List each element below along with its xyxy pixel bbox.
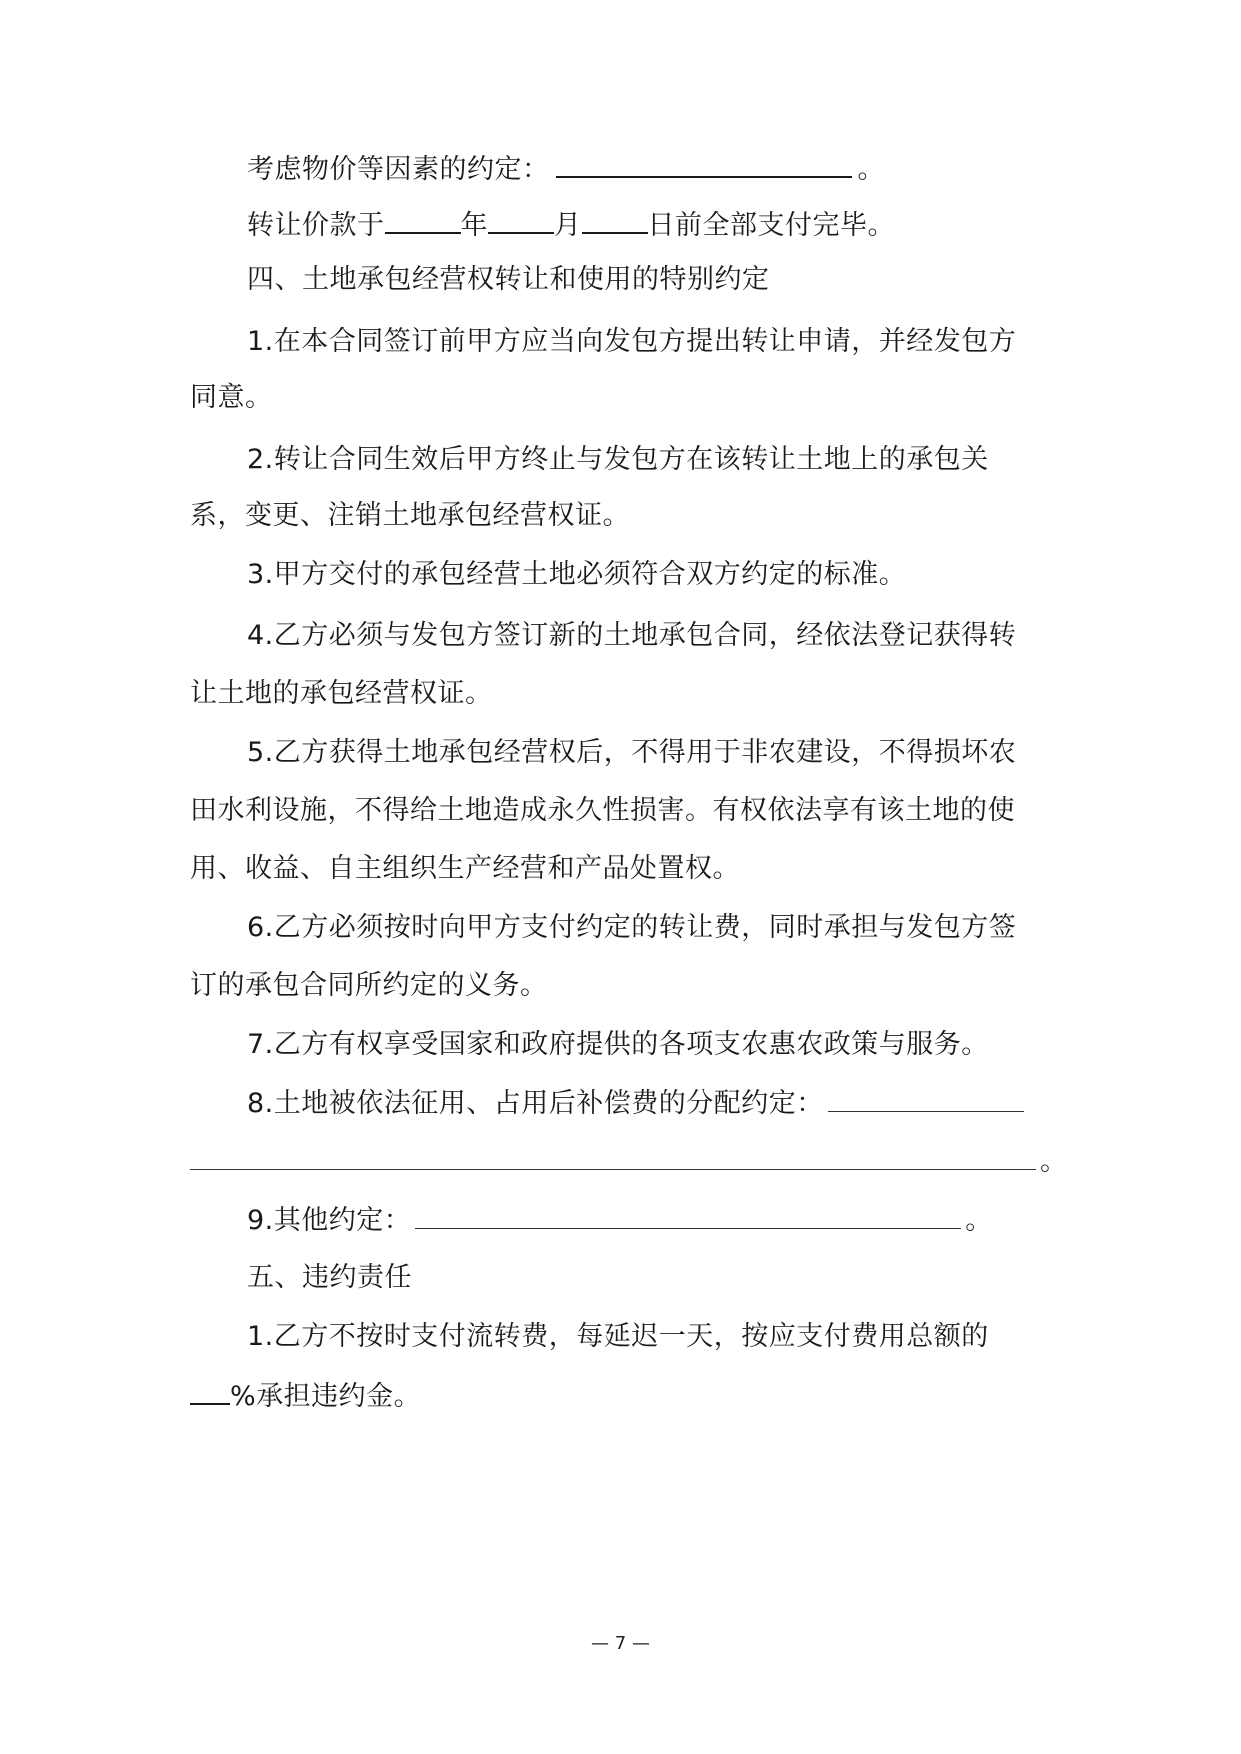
clause-2: 2.转让合同生效后甲方终止与发包方在该转让土地上的承包关: [247, 444, 989, 475]
month-blank[interactable]: [488, 206, 554, 234]
clause-text: 9.其他约定：: [247, 1205, 412, 1236]
clause-text: 月: [554, 210, 582, 241]
clause-5: 5.乙方获得土地承包经营权后，不得用于非农建设，不得损坏农: [247, 737, 1017, 768]
clause-4: 4.乙方必须与发包方签订新的土地承包合同，经依法登记获得转: [247, 620, 1017, 651]
clause-4-cont: 让土地的承包经营权证。: [190, 678, 493, 709]
clause-text: 。: [965, 1205, 993, 1236]
year-blank[interactable]: [385, 206, 461, 234]
fill-blank[interactable]: [556, 150, 852, 178]
clause-7: 7.乙方有权享受国家和政府提供的各项支农惠农政策与服务。: [247, 1029, 989, 1060]
fill-blank[interactable]: [190, 1143, 1036, 1170]
clause-text: 考虑物价等因素的约定：: [247, 154, 550, 185]
clause-8: [247, 1085, 1117, 1122]
clause-5-cont: 田水利设施，不得给土地造成永久性损害。有权依法享有该土地的使: [190, 795, 1015, 826]
clause-1-cont: 同意。: [190, 382, 273, 413]
breach-clause-1: 1.乙方不按时支付流转费，每延迟一天，按应支付费用总额的: [247, 1321, 989, 1352]
clause-8-cont: [190, 1143, 1068, 1180]
clause-6-cont: 订的承包合同所约定的义务。: [190, 970, 548, 1001]
payment-date-clause: [247, 206, 1117, 244]
fill-blank[interactable]: [828, 1085, 1024, 1112]
clause-text: %承担违约金。: [230, 1381, 422, 1412]
clause-5-cont: 用、收益、自主组织生产经营和产品处置权。: [190, 853, 740, 884]
clause-text: 转让价款于: [247, 210, 385, 241]
fill-blank[interactable]: [415, 1202, 961, 1229]
clause-text: 8.土地被依法征用、占用后补偿费的分配约定：: [247, 1088, 824, 1119]
clause-text: 。: [857, 154, 885, 185]
percent-blank[interactable]: [190, 1377, 230, 1405]
clause-9: [247, 1202, 1117, 1239]
section-heading: 五、违约责任: [247, 1262, 412, 1293]
page-number: — 7 —: [591, 1633, 650, 1654]
clause-3: 3.甲方交付的承包经营土地必须符合双方约定的标准。: [247, 559, 907, 590]
price-factor-clause: [247, 150, 1117, 188]
clause-2-cont: 系，变更、注销土地承包经营权证。: [190, 500, 630, 531]
day-blank[interactable]: [582, 206, 648, 234]
section-heading: 四、土地承包经营权转让和使用的特别约定: [247, 264, 770, 295]
clause-text: 。: [1040, 1146, 1068, 1177]
clause-1: 1.在本合同签订前甲方应当向发包方提出转让申请，并经发包方: [247, 326, 1017, 357]
clause-text: 日前全部支付完毕。: [647, 210, 895, 241]
clause-6: 6.乙方必须按时向甲方支付约定的转让费，同时承担与发包方签: [247, 912, 1017, 943]
clause-text: 年: [460, 210, 488, 241]
breach-clause-1-cont: [190, 1377, 1060, 1415]
